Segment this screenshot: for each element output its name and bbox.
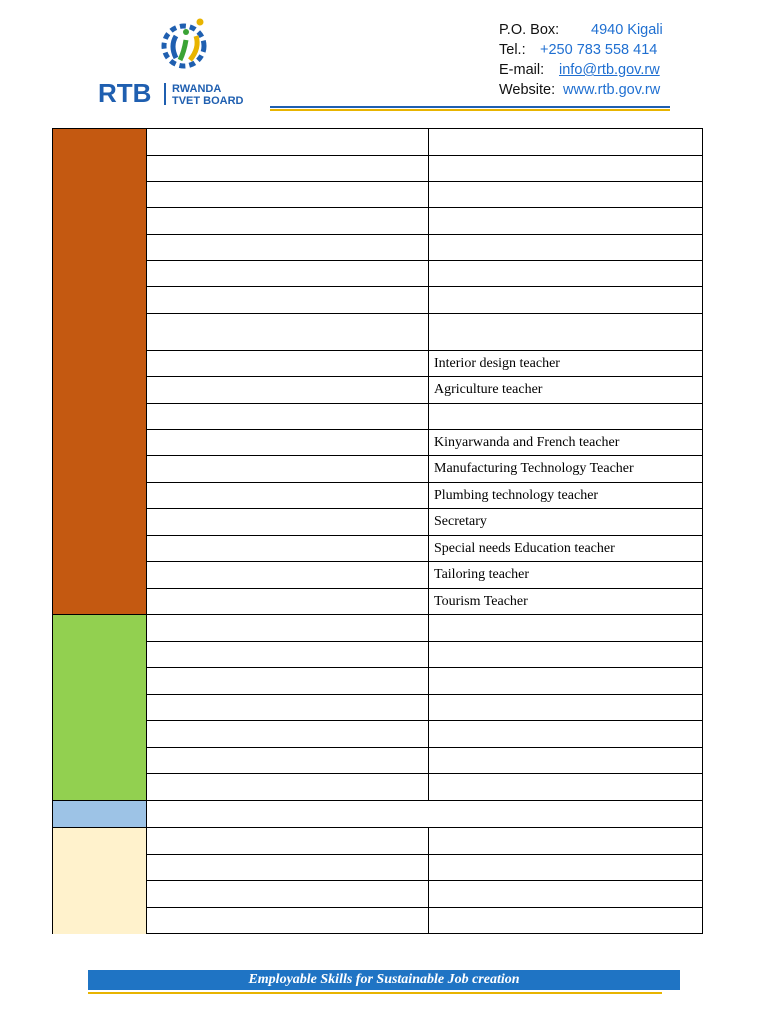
table-row [53, 801, 703, 828]
table-cell-col2 [147, 404, 429, 430]
table-cell-col3: Secretary [429, 509, 703, 536]
table-row [53, 509, 703, 536]
blue-section-marker [53, 801, 147, 828]
table-cell-col2 [147, 615, 429, 642]
table-cell-col2 [147, 314, 429, 351]
table-cell-col3 [429, 156, 703, 182]
table-cell-col2 [147, 509, 429, 536]
table-row [53, 562, 703, 589]
table-row [53, 828, 703, 855]
footer-slogan: Employable Skills for Sustainable Job creation [248, 972, 520, 987]
table-cell-col2 [147, 208, 429, 235]
table-cell-col3: Tailoring teacher [429, 562, 703, 589]
table-row [53, 235, 703, 261]
table-row [53, 156, 703, 182]
website-label: Website: [499, 82, 556, 98]
tel-label: Tel.: [499, 42, 526, 58]
table-cell-col2 [147, 695, 429, 721]
table-cell-col3 [429, 774, 703, 801]
table-cell-col2 [147, 156, 429, 182]
table-row [53, 536, 703, 562]
table-row [53, 908, 703, 934]
table-cell-col3 [429, 404, 703, 430]
table-cell-col3 [429, 668, 703, 695]
table-cell-col3 [429, 695, 703, 721]
table-row [53, 404, 703, 430]
table-row [53, 430, 703, 456]
table-cell-col3 [429, 748, 703, 774]
table-cell-col3: Kinyarwanda and French teacher [429, 430, 703, 456]
contact-pobox [499, 20, 663, 40]
table-cell-col3: Interior design teacher [429, 351, 703, 377]
table-cell-col2 [147, 908, 429, 934]
table-cell-col3: Agriculture teacher [429, 377, 703, 404]
table-cell-merged [147, 801, 703, 828]
table-cell-col2 [147, 261, 429, 287]
table-row [53, 668, 703, 695]
table-cell-col3 [429, 235, 703, 261]
table-cell-col2 [147, 456, 429, 483]
table-row [53, 855, 703, 881]
table-cell-col2 [147, 774, 429, 801]
table-cell-col3 [429, 855, 703, 881]
contact-tel [499, 40, 663, 60]
table-row [53, 129, 703, 156]
logo-name-line2: TVET BOARD [172, 95, 244, 107]
table-cell-col3 [429, 615, 703, 642]
table-row [53, 589, 703, 615]
table-row [53, 483, 703, 509]
email-link[interactable]: info@rtb.gov.rw [559, 62, 660, 78]
table-row [53, 261, 703, 287]
contact-block [499, 20, 663, 100]
table-cell-col2 [147, 562, 429, 589]
header-rule-blue [270, 106, 670, 108]
email-label: E-mail: [499, 62, 545, 78]
cream-section-marker [53, 828, 147, 934]
table-cell-col2 [147, 182, 429, 208]
table-cell-col2 [147, 536, 429, 562]
table-row [53, 774, 703, 801]
table-row [53, 377, 703, 404]
table-row [53, 456, 703, 483]
table-row [53, 351, 703, 377]
header-rule-gold [270, 109, 670, 111]
table-cell-col2 [147, 430, 429, 456]
table-cell-col2 [147, 235, 429, 261]
table-cell-col2 [147, 129, 429, 156]
table-cell-col2 [147, 642, 429, 668]
table-cell-col3: Tourism Teacher [429, 589, 703, 615]
table-cell-col3 [429, 129, 703, 156]
table-cell-col2 [147, 351, 429, 377]
table-cell-col2 [147, 881, 429, 908]
table-row [53, 695, 703, 721]
table-cell-col2 [147, 483, 429, 509]
table-cell-col3: Special needs Education teacher [429, 536, 703, 562]
table-row [53, 182, 703, 208]
contact-email [499, 60, 663, 80]
footer-rule [88, 992, 662, 994]
table-cell-col3 [429, 208, 703, 235]
table-cell-col2 [147, 828, 429, 855]
rtb-wordmark [98, 78, 288, 110]
table-cell-col3 [429, 287, 703, 314]
green-section-marker [53, 615, 147, 801]
table-row [53, 314, 703, 351]
logo-acronym: RTB [98, 78, 152, 108]
table-cell-col3 [429, 642, 703, 668]
orange-section-marker [53, 129, 147, 615]
table-row [53, 208, 703, 235]
table-cell-col3 [429, 721, 703, 748]
table-cell-col2 [147, 377, 429, 404]
positions-table [52, 128, 703, 934]
table-row [53, 721, 703, 748]
table-cell-col2 [147, 589, 429, 615]
table-cell-col2 [147, 668, 429, 695]
table-cell-col3 [429, 261, 703, 287]
table-cell-col2 [147, 748, 429, 774]
table-row [53, 748, 703, 774]
tel-value: +250 783 558 414 [540, 42, 658, 58]
table-cell-col3 [429, 908, 703, 934]
table-cell-col3 [429, 881, 703, 908]
table-row [53, 881, 703, 908]
table-cell-col2 [147, 287, 429, 314]
table-cell-col2 [147, 721, 429, 748]
pobox-label: P.O. Box: [499, 22, 560, 38]
table-row [53, 287, 703, 314]
table-row [53, 642, 703, 668]
logo-name-line1: RWANDA [172, 83, 222, 95]
contact-website [499, 80, 663, 100]
table-cell-col2 [147, 855, 429, 881]
table-cell-col3: Manufacturing Technology Teacher [429, 456, 703, 483]
website-link[interactable]: www.rtb.gov.rw [563, 82, 661, 98]
table-cell-col3 [429, 182, 703, 208]
pobox-value: 4940 Kigali [591, 22, 663, 38]
table-cell-col3 [429, 314, 703, 351]
table-row [53, 615, 703, 642]
table-cell-col3: Plumbing technology teacher [429, 483, 703, 509]
table-cell-col3 [429, 828, 703, 855]
rtb-logo [92, 16, 282, 108]
